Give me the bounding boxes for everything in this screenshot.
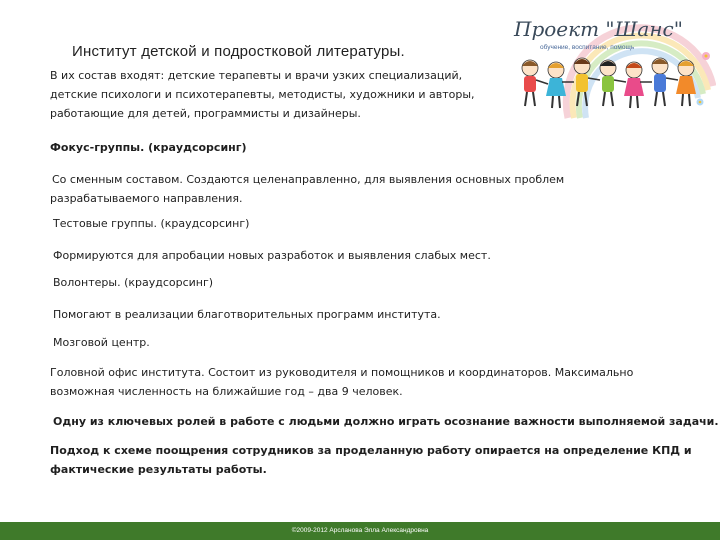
page-title: Институт детской и подростковой литературы. bbox=[72, 43, 405, 60]
logo-name: Проект "Шанс" bbox=[514, 17, 683, 41]
test-groups-heading: Тестовые группы. (краудсорсинг) bbox=[53, 217, 250, 230]
footer-copyright: ©2009-2012 Арсланова Элла Александровна bbox=[291, 527, 429, 534]
volunteers-heading: Волонтеры. (краудсорсинг) bbox=[53, 276, 214, 289]
volunteers-desc: Помогают в реализации благотворительных программ института. bbox=[53, 308, 441, 321]
approach-line-1: Подход к схеме поощрения сотрудников за проделанную работу опирается на определение КПД и bbox=[50, 444, 692, 457]
test-groups-desc: Формируются для апробации новых разработок и выявления слабых мест. bbox=[53, 249, 491, 262]
members-line-1: В их состав входят: детские терапевты и врачи узких специализаций, bbox=[50, 69, 463, 82]
footer-bar bbox=[0, 522, 720, 540]
focus-groups-desc-2: разрабатываемого направления. bbox=[50, 192, 243, 205]
approach-line-2: фактические результаты работы. bbox=[50, 463, 267, 476]
brain-center-heading: Мозговой центр. bbox=[53, 336, 150, 349]
focus-groups-heading: Фокус-группы. (краудсорсинг) bbox=[50, 141, 247, 154]
logo-tagline: обучение, воспитание, помощь bbox=[540, 44, 635, 51]
key-role-text: Одну из ключевых ролей в работе с людьми должно играть осознание важности выполняемой задачи. bbox=[53, 415, 719, 428]
members-line-3: работающие для детей, программисты и дизайнеры. bbox=[50, 107, 361, 120]
brain-center-desc-1: Головной офис института. Состоит из руководителя и помощников и координаторов. Максимально bbox=[50, 366, 634, 379]
project-logo bbox=[508, 6, 716, 124]
focus-groups-desc-1: Со сменным составом. Создаются целенаправленно, для выявления основных проблем bbox=[52, 173, 565, 186]
members-line-2: детские психологи и психотерапевты, методисты, художники и авторы, bbox=[50, 88, 475, 101]
brain-center-desc-2: возможная численность на ближайшие год – два 9 человек. bbox=[50, 385, 403, 398]
